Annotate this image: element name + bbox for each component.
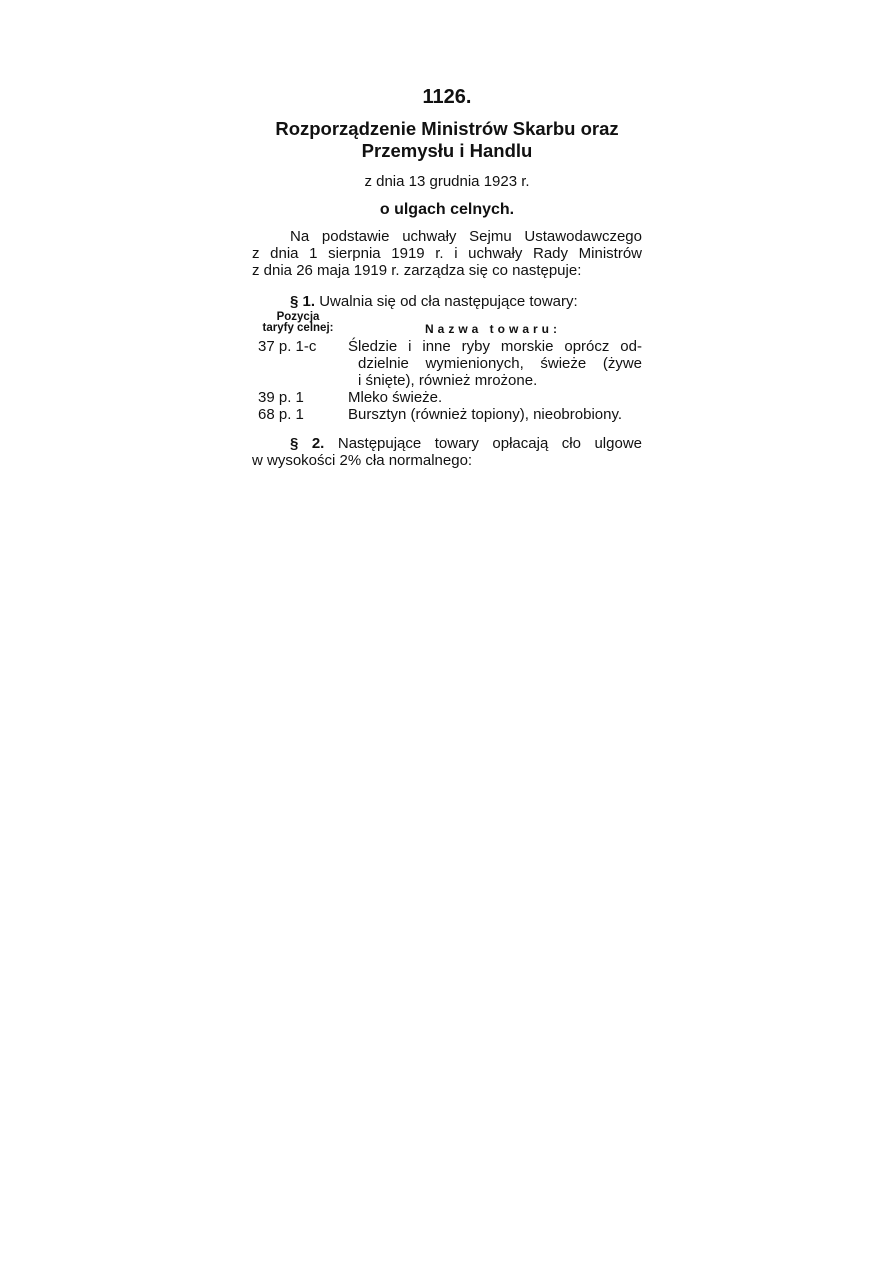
goods-name-line: Bursztyn (również topiony), nieobrobiony. (348, 406, 623, 423)
section-1-lead (252, 293, 642, 310)
tariff-position: 68 p. 1 (258, 406, 304, 423)
table-row (252, 406, 642, 423)
document-number: 1126. (422, 86, 472, 108)
table-row (252, 338, 642, 389)
table-header (252, 312, 642, 338)
column-header-position-line-1: Pozycja (276, 311, 320, 323)
document-date: z dnia 13 grudnia 1923 r. (364, 173, 530, 190)
section-2-line-1 (252, 435, 642, 452)
tariff-position: 39 p. 1 (258, 389, 304, 406)
document-title (252, 118, 642, 162)
section-1 (252, 293, 642, 423)
goods-name (348, 389, 642, 406)
section-2 (252, 435, 642, 469)
column-header-name: Nazwa towaru: (424, 322, 561, 336)
section-2-line-2: w wysokości 2% cła normalnego: (252, 452, 473, 469)
table-row (252, 389, 642, 406)
tariff-position: 37 p. 1-c (258, 338, 317, 355)
preamble-paragraph (252, 228, 642, 279)
column-header-position (252, 312, 344, 338)
title-line-1: Rozporządzenie Ministrów Skarbu oraz (275, 118, 619, 139)
goods-name-line: Mleko świeże. (348, 389, 443, 406)
preamble-line-1: Na podstawie uchwały Sejmu Ustawodawczego (290, 228, 642, 245)
goods-name (348, 338, 642, 389)
document-subject: o ulgach celnych. (379, 201, 515, 218)
section-1-mark: § 1. (290, 293, 316, 310)
column-header-position-line-2: taryfy celnej: (262, 322, 334, 334)
preamble-line-2: z dnia 1 sierpnia 1919 r. i uchwały Rady Ministrów (252, 245, 642, 262)
title-line-2: Przemysłu i Handlu (361, 140, 533, 161)
goods-name-line: dzielnie wymienionych, świeże (żywe (358, 355, 642, 372)
preamble-line-3: z dnia 26 maja 1919 r. zarządza się co następuje: (252, 262, 582, 279)
goods-name-line: Śledzie i inne ryby morskie oprócz od- (348, 338, 642, 355)
goods-name (348, 406, 642, 423)
section-2-mark: § 2. (290, 435, 325, 452)
section-1-text: Uwalnia się od cła następujące towary: (319, 293, 578, 310)
goods-name-line: i śnięte), również mrożone. (358, 372, 538, 389)
document-page (252, 84, 642, 469)
section-2-text: Następujące towary opłacają cło ulgowe (337, 435, 642, 452)
